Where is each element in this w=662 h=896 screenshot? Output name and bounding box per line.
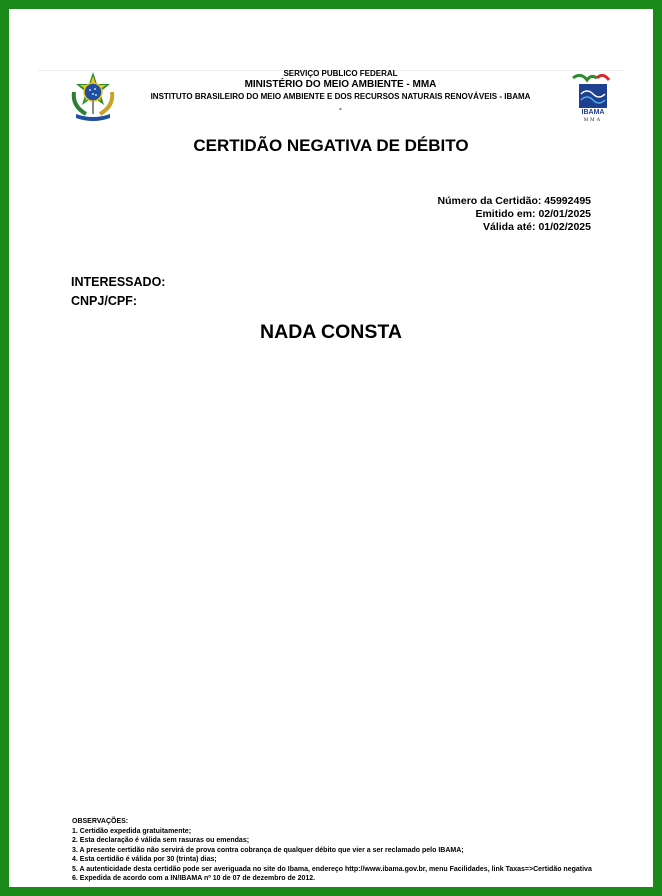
observation-item: 2. Esta declaração é válida sem rasuras ou emendas; <box>72 837 250 844</box>
interested-label: INTERESSADO: <box>71 275 166 289</box>
header-ministry-label: MINISTÉRIO DO MEIO AMBIENTE - MMA <box>244 79 437 90</box>
mma-logo-text: MMA <box>583 118 603 123</box>
observation-item: 1. Certidão expedida gratuitamente; <box>72 827 192 835</box>
issued-date: Emitido em: 02/01/2025 <box>475 208 591 220</box>
ibama-logo-text: IBAMA <box>581 109 605 116</box>
header-institute-label: INSTITUTO BRASILEIRO DO MEIO AMBIENTE E DOS RECURSOS NATURAIS RENOVÁVEIS - IBAMA <box>150 92 531 101</box>
document-page <box>18 18 644 882</box>
cnpj-cpf-label: CNPJ/CPF: <box>71 294 137 308</box>
observation-item: 6. Expedida de acordo com a IN/IBAMA nº 10 de 07 de dezembro de 2012. <box>72 875 316 882</box>
ibama-logo-icon <box>569 72 615 122</box>
observations-section <box>72 817 608 884</box>
observation-item: 3. A presente certidão não servirá de prova contra cobrança de qualquer débito que vier a ser reclamado pelo IBAMA; <box>72 846 464 854</box>
certificate-number: Número da Certidão: 45992495 <box>437 195 591 207</box>
observation-item: 5. A autenticidade desta certidão pode ser averiguada no site do Ibama, endereço http://www.ibama.gov.br, menu Facilidades, link Taxas=>Certidão negativa <box>72 865 592 873</box>
header-dash-label: - <box>339 104 342 113</box>
certificate-info <box>438 195 591 234</box>
brazil-coat-of-arms-icon <box>68 70 118 122</box>
result-status: NADA CONSTA <box>260 321 402 343</box>
observation-item: 4. Esta certidão é válida por 30 (trinta) dias; <box>72 856 217 863</box>
header-service-label: SERVIÇO PUBLICO FEDERAL <box>283 69 398 78</box>
page-title: CERTIDÃO NEGATIVA DE DÉBITO <box>193 136 469 155</box>
valid-until-date: Válida até: 01/02/2025 <box>483 221 591 233</box>
observations-heading: OBSERVAÇÕES: <box>72 818 129 825</box>
